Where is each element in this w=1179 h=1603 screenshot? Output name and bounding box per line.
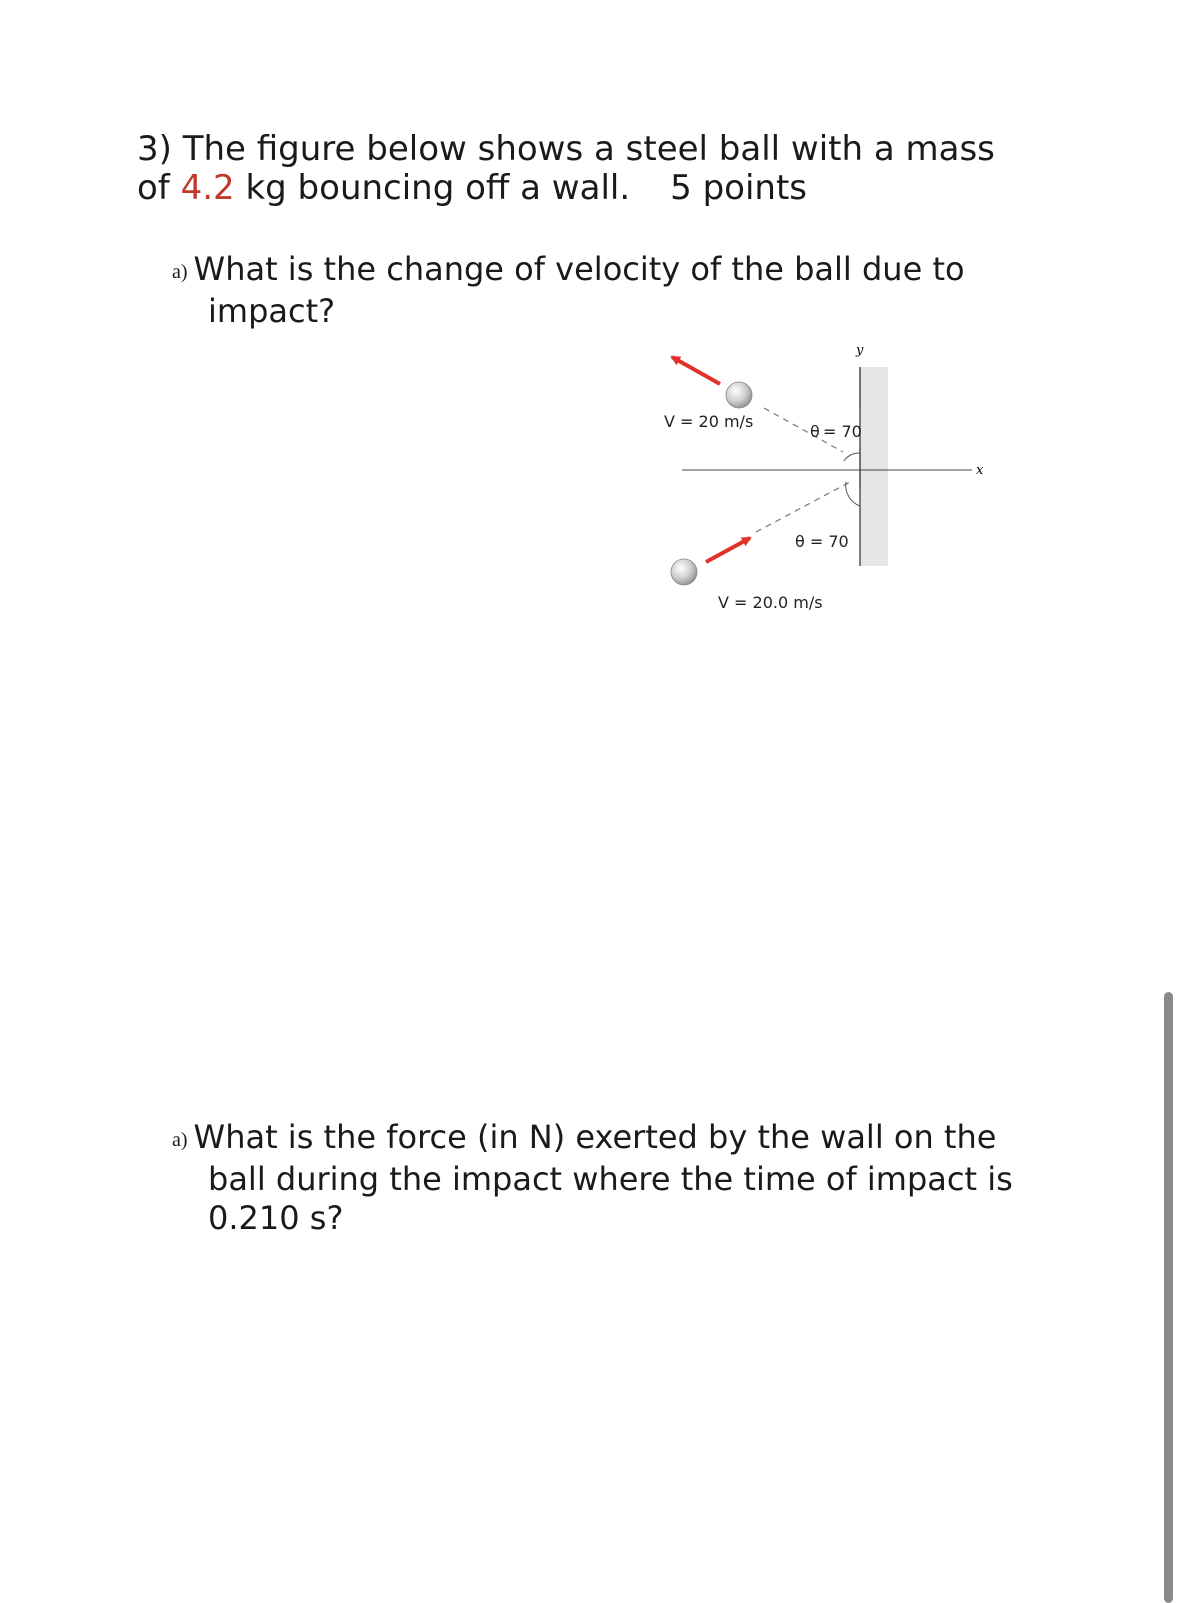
ball-incoming [671,559,697,585]
vertical-scrollbar[interactable] [1164,992,1173,1603]
outgoing-speed-label: V = 20.0 m/s [718,593,823,612]
part-marker: a) [172,1129,188,1151]
part-a2-line2: ball during the impact where the time of impact is [208,1160,1013,1198]
top-angle-label: = 70 [823,422,862,441]
question-text-start: 3) The figure below shows a steel ball with a mass of [137,129,995,208]
part-a2-line1: What is the force (in N) exerted by the wall on the [193,1118,997,1156]
part-marker: a) [172,261,188,283]
question-text-end: kg bouncing off a wall. [234,168,631,208]
bottom-angle-label: θ = 70 [795,532,849,551]
theta-symbol-top: θ [810,422,820,441]
ball-rebound [726,382,752,408]
top-angle-arc [844,453,860,461]
outgoing-path-dashed [756,482,850,532]
incoming-velocity-arrow [706,538,750,562]
part-a-velocity-question [172,250,1052,331]
points-label: 5 points [670,168,808,208]
rebound-velocity-arrow [672,357,720,384]
part-a1-line2: impact? [208,292,336,330]
incoming-speed-label: V = 20 m/s [664,412,754,431]
bottom-angle-arc [846,482,860,506]
wall [860,367,888,566]
mass-value: 4.2 [180,168,235,208]
y-axis-label: y [856,343,864,358]
ball-wall-figure [660,340,990,625]
part-a2-line3: 0.210 s? [208,1199,344,1237]
part-a-force-question [172,1118,1052,1238]
question-title [137,130,1037,208]
part-a1-line1: What is the change of velocity of the ball due to [193,250,965,288]
x-axis-label: x [976,463,984,478]
